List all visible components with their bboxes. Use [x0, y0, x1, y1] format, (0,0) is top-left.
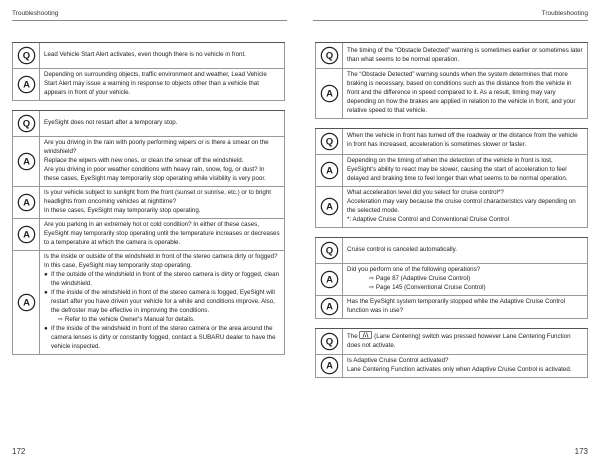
svg-text:A: A: [325, 274, 333, 286]
answer-text: The “Obstacle Detected” warning sounds when the system determines that more braking is necessary, based on conditions such as the distance from the vehicle in front and the difference in speed compared to it. As a result, timing may vary depending on how the brakes are applied in relation to the vehicle in front, and your relative speed to that vehicle.: [347, 71, 576, 114]
answer-icon: [320, 84, 339, 103]
answer-row: [12, 137, 285, 187]
svg-text:Q: Q: [325, 50, 333, 62]
question-text: Lead Vehicle Start Alert activates, even though there is no vehicle in front.: [44, 51, 246, 58]
qa-block-lane-centering: [315, 328, 588, 378]
question-row: [315, 329, 588, 355]
question-text: The (Lane Centering) switch was pressed however Lane Centering Function does not activate.: [347, 333, 571, 350]
right-column: [315, 42, 588, 387]
answer-row: [12, 251, 285, 355]
bullet-item: ● If the inside of the windshield in front of the stereo camera is fogged, EyeSight will restart after you have driven your vehicle for a while and conditions improve. Also, the defroster may be effective in improving the conditions.: [44, 288, 275, 314]
answer-text: Is the inside or outside of the windshield in front of the stereo camera dirty or fogged? In this case, EyeSight may temporarily stop operating. ● If the outside of the windshield in front of the stereo camera is dirty or fogged, clean the windshield. ● If the inside of the windshield in front of the stereo camera is fogged, EyeSight will restart after you have driven your vehicle for a while and conditions improve. Also, the defroster may be effective in improving the conditions. ⇨ Refer to the vehicle Owner's Manual for details. ● If the inside of the windshield in front of the stereo camera or the area around the camera lenses is dirty or constantly fogged, contact a SUBARU dealer to have the vehicle inspected.: [44, 252, 280, 350]
svg-text:A: A: [325, 360, 333, 372]
question-icon: [320, 46, 339, 65]
svg-text:Q: Q: [22, 50, 30, 62]
answer-icon: [320, 297, 339, 316]
answer-row: [315, 355, 588, 378]
question-row: [12, 43, 285, 69]
bullet-item: ● If the inside of the windshield in front of the stereo camera or the area around the camera lenses is dirty or constantly fogged, contact a SUBARU dealer to have the vehicle inspected.: [44, 324, 276, 350]
answer-row: [315, 296, 588, 319]
answer-icon: [320, 270, 339, 289]
header-rule-left: [12, 20, 287, 21]
left-column: [12, 42, 285, 364]
bullet-icon: ●: [44, 288, 48, 296]
answer-row: [315, 155, 588, 187]
answer-icon: [320, 356, 339, 375]
answer-icon: [17, 225, 36, 244]
bullet-item: ● If the outside of the windshield in front of the stereo camera is dirty or fogged, clean the windshield.: [44, 270, 280, 287]
question-text: The timing of the “Obstacle Detected” warning is sometimes earlier or sometimes later than what seems to be normal operation.: [347, 46, 583, 63]
question-icon: [17, 46, 36, 65]
answer-text: Depending on surrounding objects, traffic environment and weather, Lead Vehicle Start Alert may issue a warning in response to objects other than a vehicle that appears in front of your vehicle.: [44, 71, 267, 96]
svg-text:A: A: [22, 197, 30, 209]
answer-row: [12, 187, 285, 219]
question-row: [12, 111, 285, 137]
reference-link[interactable]: ⇨ Page 145 (Conventional Cruise Control): [369, 283, 486, 291]
answer-text: What acceleration level did you select for cruise control*? Acceleration may vary because the cruise control characteristics vary depending on the selected mode. *: Adaptive Cruise Control and Conventional Cruise Control: [347, 188, 576, 223]
svg-text:A: A: [325, 301, 333, 313]
qa-block-obstacle-warning: [315, 42, 588, 119]
bullet-icon: ●: [44, 270, 48, 278]
svg-text:A: A: [325, 165, 333, 177]
question-icon: [320, 332, 339, 351]
answer-row: [315, 187, 588, 228]
answer-text: Are you parking in an extremely hot or cold condition? In either of these cases, EyeSight may temporarily stop operating until the temperature increases or decreases to a temperature at which the camera is operable.: [44, 220, 280, 246]
question-text: Cruise control is canceled automatically.: [347, 245, 457, 253]
page-number-right: 173: [574, 447, 588, 456]
answer-row: [12, 69, 285, 101]
question-text: EyeSight does not restart after a temporary stop.: [44, 118, 178, 126]
svg-text:A: A: [22, 229, 30, 241]
reference-link[interactable]: ⇨ Page 87 (Adaptive Cruise Control): [369, 274, 471, 282]
question-text: When the vehicle in front has turned off the roadway or the distance from the vehicle in front has increased, acceleration is sometimes slower or faster.: [347, 132, 578, 149]
header-right: Troubleshooting: [541, 10, 588, 17]
answer-text: Is Adaptive Cruise Control activated? Lane Centering Function activates only when Adaptive Cruise Control is activated.: [347, 356, 572, 373]
header-rule-right: [313, 20, 588, 21]
bullet-icon: ●: [44, 324, 48, 332]
svg-text:A: A: [22, 79, 30, 91]
answer-icon: [17, 293, 36, 312]
svg-text:Q: Q: [325, 336, 333, 348]
answer-icon: [17, 193, 36, 212]
qa-block-lead-vehicle-alert: [12, 42, 285, 101]
svg-text:A: A: [325, 88, 333, 100]
qa-block-eyesight-restart: [12, 110, 285, 355]
svg-text:Q: Q: [22, 118, 30, 130]
question-icon: [320, 132, 339, 151]
svg-text:A: A: [22, 156, 30, 168]
answer-row: [315, 69, 588, 119]
answer-icon: [17, 152, 36, 171]
question-row: [315, 238, 588, 264]
answer-text: Are you driving in the rain with poorly performing wipers or is there a smear on the windshield? Replace the wipers with new ones, or clean the smear off the windshield. Are you driving in poor weather conditions with heavy rain, snow, fog, or dust? In these cases, EyeSight may temporarily stop operating while visibility is very poor.: [44, 138, 269, 182]
reference-link[interactable]: ⇨ Refer to the vehicle Owner's Manual for details.: [58, 315, 195, 323]
lane-centering-switch-icon: [359, 331, 372, 339]
answer-icon: [17, 75, 36, 94]
page-number-left: 172: [12, 447, 26, 456]
svg-text:A: A: [325, 202, 333, 214]
question-row: [315, 43, 588, 69]
answer-icon: [320, 161, 339, 180]
answer-row: [315, 264, 588, 296]
answer-icon: [320, 197, 339, 216]
answer-text: Depending on the timing of when the detection of the vehicle in front is lost, EyeSight's ability to react may be slower, causing the start of acceleration to feel delayed and braking time to feel longer than what seems to be normal operation.: [347, 156, 568, 182]
answer-text: Did you perform one of the following operations? ⇨ Page 87 (Adaptive Cruise Control) ⇨ Page 145 (Conventional Cruise Control): [343, 264, 587, 295]
answer-text: Is your vehicle subject to sunlight from the front (sunset or sunrise, etc.) or to bright headlights from oncoming vehicles at nighttime? In these cases, EyeSight may temporarily stop operating.: [44, 188, 271, 214]
question-row: [315, 129, 588, 155]
question-icon: [320, 241, 339, 260]
header-left: Troubleshooting: [12, 10, 59, 17]
svg-text:A: A: [22, 297, 30, 309]
answer-row: [12, 219, 285, 251]
svg-text:Q: Q: [325, 245, 333, 257]
answer-text: Has the EyeSight system temporarily stopped while the Adaptive Cruise Control function was in use?: [347, 297, 566, 314]
svg-text:Q: Q: [325, 136, 333, 148]
question-icon: [17, 114, 36, 133]
qa-block-acceleration: [315, 128, 588, 228]
qa-block-cruise-canceled: [315, 237, 588, 319]
